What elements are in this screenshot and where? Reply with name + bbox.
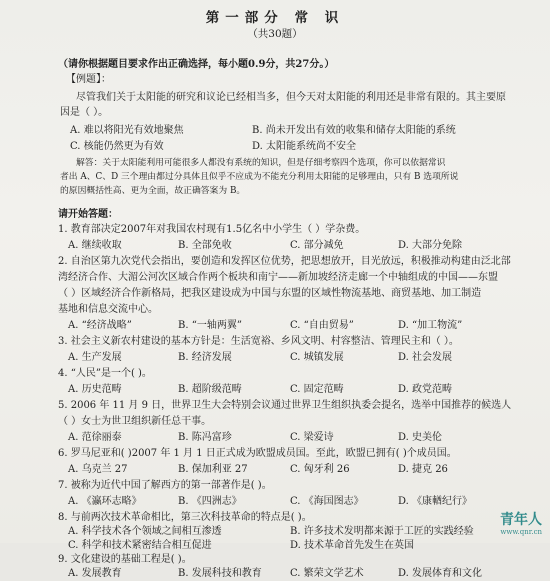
q3-option-a: A. 生产发展: [68, 352, 122, 363]
q8-options-row-1: [0, 525, 550, 539]
example-option-a: A. 难以将阳光有效地聚焦: [70, 125, 184, 136]
q1-option-c: C. 部分减免: [290, 240, 344, 251]
q1-option-a: A. 继续收取: [68, 240, 122, 251]
q9-option-b: B. 发展科技和教育: [178, 568, 262, 579]
watermark-logo-text: 青年人: [500, 512, 542, 528]
example-question-line-2: 因是（ ）。: [60, 107, 109, 118]
q5-stem-line-2: （ ）女士为世卫组织新任总干事。: [58, 416, 212, 427]
q2-option-a: A. “经济战略”: [68, 320, 132, 331]
q1-option-d: D. 大部分免除: [398, 240, 463, 251]
q6-option-d: D. 捷克 26: [398, 464, 448, 475]
explanation-line-3: 的原因概括性高、更为全面，故正确答案为 B。: [60, 186, 246, 196]
example-options-row-1: [0, 124, 550, 138]
example-label: 【例题】：: [66, 74, 111, 85]
question-count: （共30题）: [247, 28, 303, 40]
q5-options: [0, 431, 550, 445]
q4-option-b: B. 超阶级范畴: [178, 384, 242, 395]
watermark-url: www.qnr.cn: [500, 528, 542, 536]
start-label: 请开始答题：: [58, 209, 118, 220]
q6-option-c: C. 匈牙利 26: [290, 464, 350, 475]
q4-option-d: D. 政党范畴: [398, 384, 453, 395]
example-option-d: D. 太阳能系统尚不安全: [252, 141, 357, 152]
q9-option-a: A. 发展教育: [68, 568, 122, 579]
q4-option-c: C. 固定范畴: [290, 384, 344, 395]
q8-option-c: C. 科学和技术紧密结合相互促进: [68, 540, 212, 551]
q7-option-b: B. 《四洲志》: [178, 496, 242, 507]
q2-stem-line-3: （ ）区域经济合作新格局，把我区建设成为中国与东盟的区域性物流基地、商贸基地、加工制造: [58, 288, 482, 299]
q5-option-d: D. 史美伦: [398, 432, 443, 443]
example-question-line-1: 尽管我们关于太阳能的研究和议论已经相当多，但今天对太阳能的利用还是非常有限的。其主要原: [76, 92, 506, 103]
q2-stem-line-4: 基地和信息交流中心。: [58, 304, 158, 315]
instructions-line: （请你根据题目要求作出正确选择，每小题0.9分，共27分。）: [58, 59, 335, 70]
explanation-line-1: 解答：关于太阳能利用可能很多人都没有系统的知识，但是仔细考察四个选项，你可以依据常识: [76, 158, 446, 168]
site-watermark: [500, 512, 542, 537]
section-title: 第一部分 常 识: [205, 10, 345, 26]
q7-options: [0, 495, 550, 509]
q7-option-a: A. 《瀛环志略》: [68, 496, 142, 507]
q4-stem: 4. “人民”是一个( )。: [58, 368, 152, 379]
q9-stem: 9. 文化建设的基础工程是( )。: [58, 554, 192, 565]
q8-option-b: B. 许多技术发明都来源于工匠的实践经验: [290, 526, 474, 537]
example-option-b: B. 尚未开发出有效的收集和储存太阳能的系统: [252, 125, 456, 136]
q2-option-b: B. “一轴两翼”: [178, 320, 242, 331]
q9-options: [0, 567, 550, 581]
q6-option-a: A. 乌克兰 27: [68, 464, 128, 475]
q6-option-b: B. 保加利亚 27: [178, 464, 248, 475]
example-option-c: C. 核能仍然更为有效: [70, 141, 164, 152]
q3-stem: 3. 社会主义新农村建设的基本方针是：生活宽裕、乡风文明、村容整洁、管理民主和（ ）。: [58, 336, 459, 347]
q2-stem-line-1: 2. 自治区第九次党代会指出，要创造和发挥区位优势，把思想放开，目光放远，积极推动构建由泛北部: [58, 256, 511, 267]
q2-option-d: D. “加工物流”: [398, 320, 463, 331]
q6-options: [0, 463, 550, 477]
q7-option-c: C. 《海国图志》: [290, 496, 364, 507]
q5-stem-line-1: 5. 2006 年 11 月 9 日，世界卫生大会特别会议通过世界卫生组织执委会提名，选举中国推荐的候选人: [58, 400, 512, 411]
q8-options-row-2: [0, 539, 550, 553]
q5-option-c: C. 梁爱诗: [290, 432, 334, 443]
q1-options: [0, 239, 550, 253]
q7-option-d: D. 《康輶纪行》: [398, 496, 473, 507]
q8-option-a: A. 科学技术各个领域之间相互渗透: [68, 526, 222, 537]
q5-option-a: A. 范徐丽泰: [68, 432, 122, 443]
q2-stem-line-2: 湾经济合作、大湄公河次区域合作两个板块和南宁——新加坡经济走廊一个中轴组成的中国——东盟: [58, 272, 498, 283]
q1-stem: 1. 教育部决定2007年对我国农村现有1.5亿名中小学生（ ）学杂费。: [58, 224, 366, 235]
example-options-row-2: [0, 140, 550, 154]
q9-option-d: D. 发展体育和文化: [398, 568, 483, 579]
q4-options: [0, 383, 550, 397]
q7-stem: 7. 被称为近代中国了解西方的第一部著作是( )。: [58, 480, 272, 491]
q3-option-c: C. 城镇发展: [290, 352, 344, 363]
q2-options: [0, 319, 550, 333]
q3-option-b: B. 经济发展: [178, 352, 232, 363]
q3-options: [0, 351, 550, 365]
explanation-line-2: 者出 A、C、D 三个理由都过分具体且似乎不应成为不能充分利用太阳能的足够理由，只有 B 选项所说: [60, 172, 459, 182]
q3-option-d: D. 社会发展: [398, 352, 453, 363]
q9-option-c: C. 繁荣文学艺术: [290, 568, 364, 579]
q8-option-d: D. 技术革命首先发生在英国: [290, 540, 415, 551]
q6-stem: 6. 罗马尼亚和( )2007 年 1 月 1 日正式成为欧盟成员国。至此，欧盟已拥有( )个成员国。: [58, 448, 457, 459]
q1-option-b: B. 全部免收: [178, 240, 232, 251]
q2-option-c: C. “自由贸易”: [290, 320, 354, 331]
q8-stem: 8. 与前两次技术革命相比，第三次科技革命的特点是( )。: [58, 512, 312, 523]
q4-option-a: A. 历史范畴: [68, 384, 122, 395]
q5-option-b: B. 陈冯富珍: [178, 432, 232, 443]
